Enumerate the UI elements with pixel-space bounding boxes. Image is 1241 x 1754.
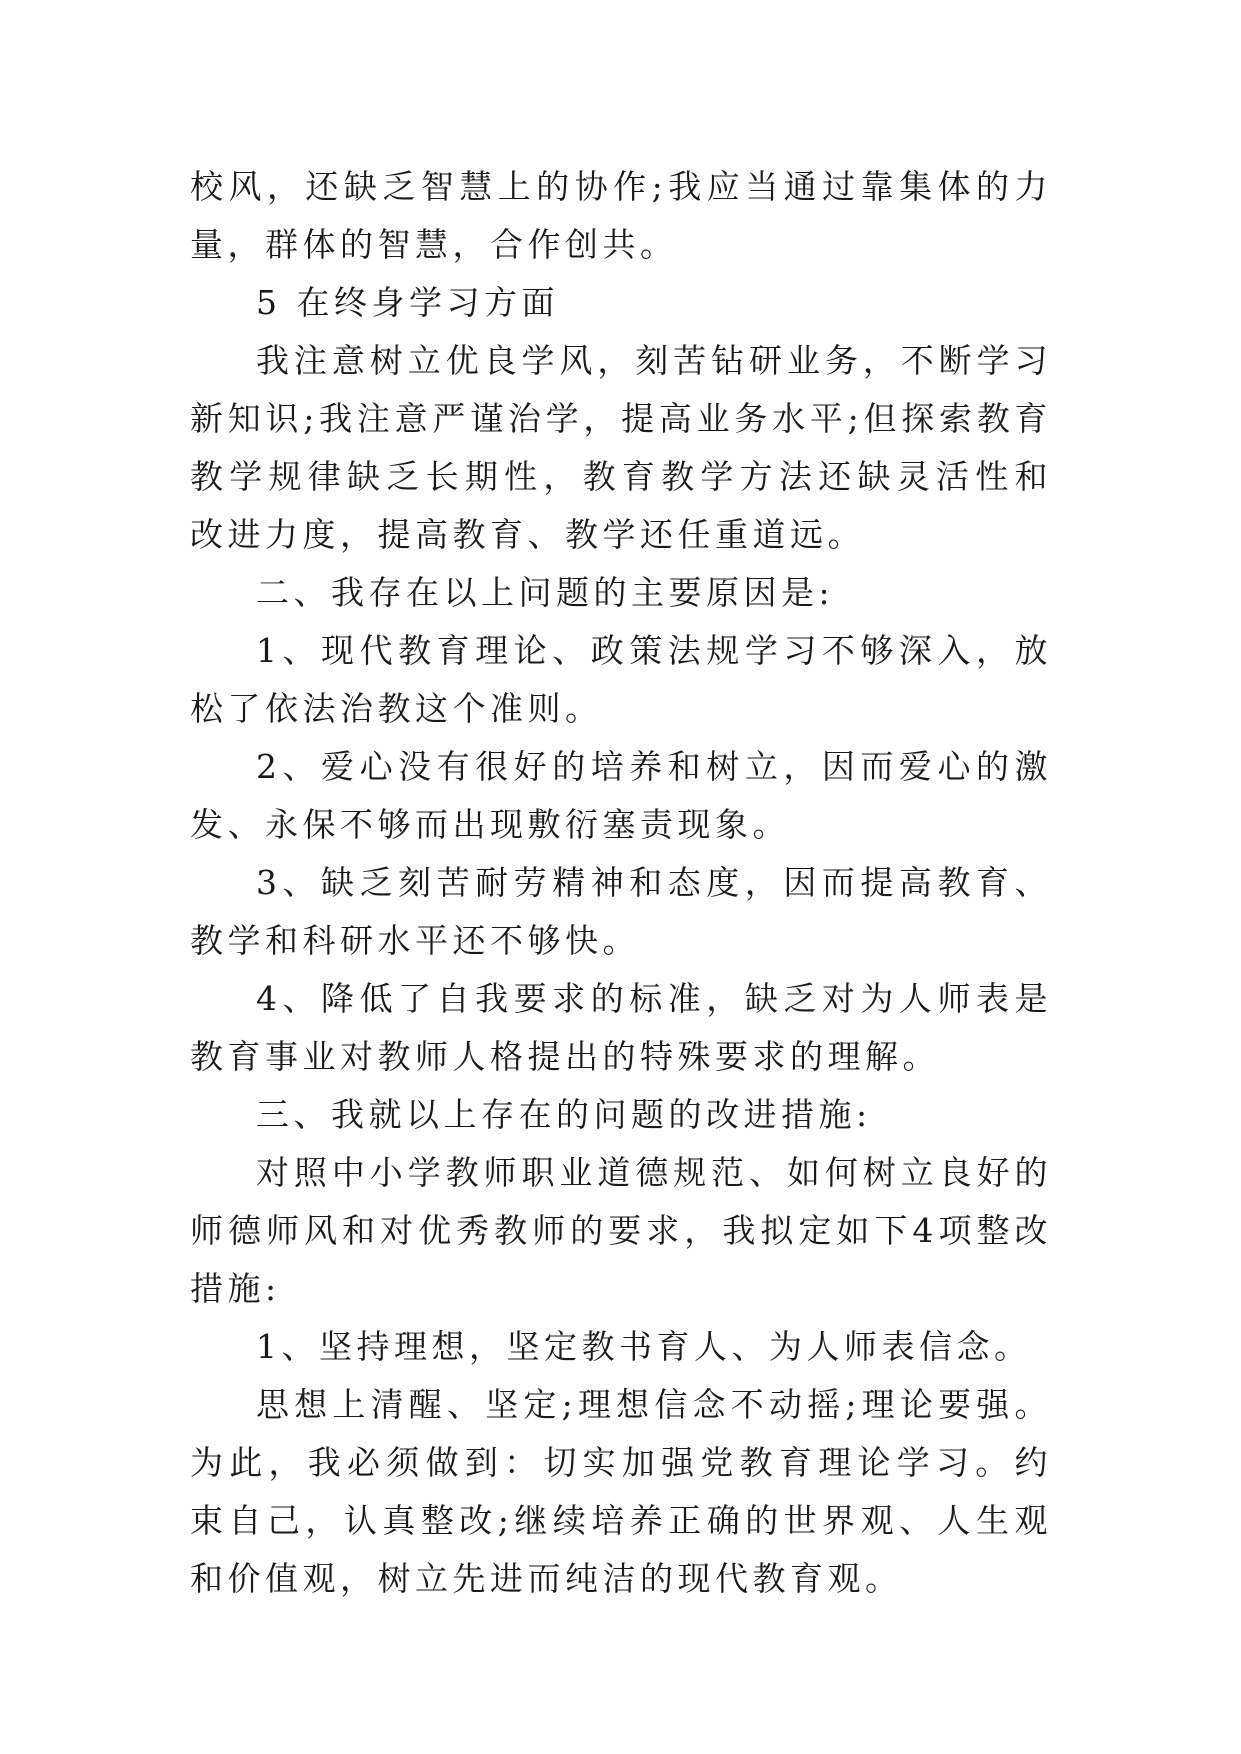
paragraph-measure-1-detail: 思想上清醒、坚定;理想信念不动摇;理论要强。为此，我必须做到：切实加强党教育理论学习。约束自己，认真整改;继续培养正确的世界观、人生观和价值观，树立先进而纯洁的现代教育观。 [190, 1385, 1052, 1598]
reason-item-2: 2、爱心没有很好的培养和树立，因而爱心的激发、永保不够而出现敷衍塞责现象。 [190, 747, 1052, 844]
document-body [190, 158, 1052, 1608]
section-heading-3: 三、我就以上存在的问题的改进措施: [256, 1095, 872, 1134]
reason-item-1: 1、现代教育理论、政策法规学习不够深入，放松了依法治教这个准则。 [190, 631, 1052, 728]
paragraph-3: 我注意树立优良学风，刻苦钻研业务，不断学习新知识;我注意严谨治学，提高业务水平;但探索教育教学规律缺乏长期性，教育教学方法还缺灵活性和改进力度，提高教育、教学还任重道远。 [190, 341, 1052, 554]
paragraph-measures-intro: 对照中小学教师职业道德规范、如何树立良好的师德师风和对优秀教师的要求，我拟定如下4项整改措施: [190, 1153, 1052, 1308]
paragraph-1: 校风，还缺乏智慧上的协作;我应当通过靠集体的力量，群体的智慧，合作创共。 [190, 167, 1052, 264]
section-heading-2: 二、我存在以上问题的主要原因是: [256, 573, 835, 612]
measure-item-1: 1、坚持理想，坚定教书育人、为人师表信念。 [256, 1327, 1032, 1366]
paragraph-2-heading: 5 在终身学习方面 [256, 283, 559, 322]
reason-item-4: 4、降低了自我要求的标准，缺乏对为人师表是教育事业对教师人格提出的特殊要求的理解。 [190, 979, 1052, 1076]
reason-item-3: 3、缺乏刻苦耐劳精神和态度，因而提高教育、教学和科研水平还不够快。 [190, 863, 1052, 960]
